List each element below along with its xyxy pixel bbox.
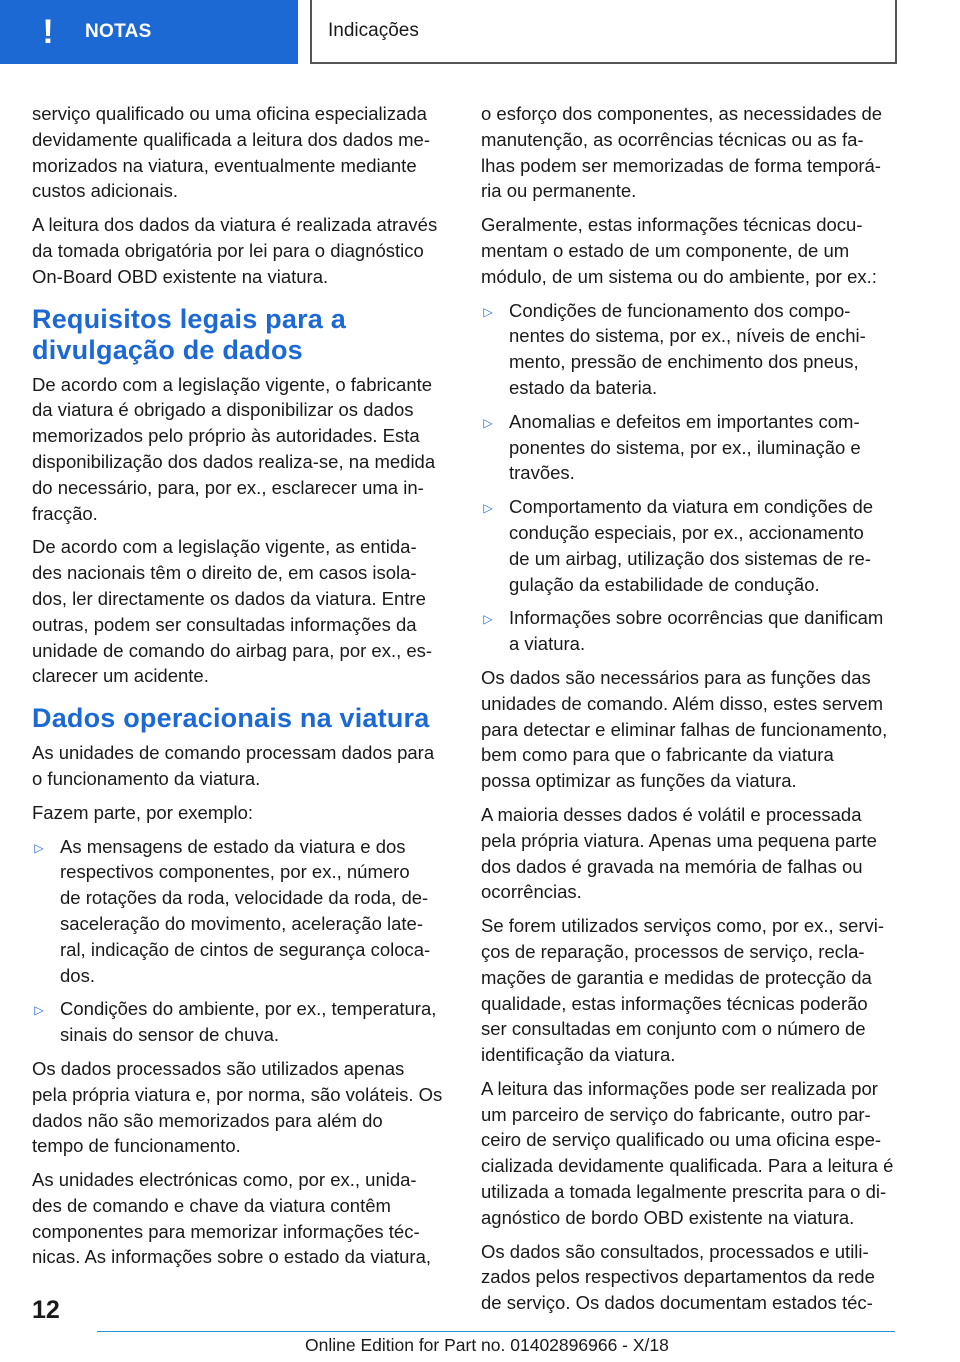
footer-edition-text: Online Edition for Part no. 01402896966 - X/18 [305,1335,669,1355]
paragraph: Os dados são necessários para as funções das unidades de comando. Além disso, estes servem para detectar e eliminar falhas de funcionamento, bem como para que o fabricante da viatura possa optimizar as funções da viatura. [481,666,888,792]
list-item [481,298,897,401]
notes-tab-label: NOTAS [85,21,152,42]
list-item [481,494,897,597]
right-column [481,101,897,1324]
paragraph: A leitura das informações pode ser realizada por um parceiro de serviço do fabricante, outro par- ceiro de serviço qualificado ou uma oficina espe- cializada devidamente qualificada. Para a leitura é utilizada a tomada legalmente prescrita para o di- agnóstico de bordo OBD existente na viatura. [481,1077,894,1228]
list-item [481,409,897,486]
exclamation-icon: ! [42,13,54,51]
list-item-text: Informações sobre ocorrências que danificam a viatura. [509,607,884,655]
list-item [32,996,450,1048]
paragraph: Se forem utilizados serviços como, por ex., servi- ços de reparação, processos de serviço, recla- mações de garantia e medidas de protecção da qualidade, estas informações técnicas poderão ser consultadas em conjunto com o número de identificação da viatura. [481,915,885,1066]
triangle-bullet-icon: ▷ [34,840,44,855]
paragraph: Fazem parte, por exemplo: [32,801,254,823]
triangle-bullet-icon: ▷ [483,304,493,319]
list-item-text: Comportamento da viatura em condições de condução especiais, por ex., accionamento de um airbag, utilização dos sistemas de re- gulação da estabilidade de condução. [509,496,874,595]
paragraph: De acordo com a legislação vigente, o fabricante da viatura é obrigado a disponibilizar os dados memorizados pelo próprio às autoridades. Esta disponibilização dos dados realiza-se, na medida do necessário, para, por ex., esclarecer uma in- fracção. [32,373,436,524]
triangle-bullet-icon: ▷ [483,612,493,627]
list-item [481,605,897,657]
list-item-text: Condições do ambiente, por ex., temperatura, sinais do sensor de chuva. [60,998,437,1046]
paragraph: De acordo com a legislação vigente, as entida- des nacionais têm o direito de, em casos isola- dos, ler directamente os dados da viatura. Entre outras, podem ser consultadas informações da unidade de comando do airbag para, por ex., es- clarecer um acidente. [32,536,433,687]
left-column [32,101,450,1278]
triangle-bullet-icon: ▷ [34,1003,44,1018]
paragraph: Geralmente, estas informações técnicas docu- mentam o estado de um componente, de um módulo, de um sistema ou do ambiente, por ex.: [481,214,877,287]
paragraph: As unidades de comando processam dados para o funcionamento da viatura. [32,742,435,789]
paragraph: o esforço dos componentes, as necessidades de manutenção, as ocorrências técnicas ou as fa- lhas podem ser memorizadas de forma temporá- ria ou permanente. [481,103,883,202]
triangle-bullet-icon: ▷ [483,415,493,430]
paragraph: As unidades electrónicas como, por ex., unida- des de comando e chave da viatura contêm componentes para memorizar informações téc- nicas. As informações sobre o estado da viatura, [32,1169,431,1268]
section-heading-legal-requirements: Requisitos legais para a divulgação de dados [32,303,346,365]
paragraph: serviço qualificado ou uma oficina especializada devidamente qualificada a leitura dos dados me- morizados na viatura, eventualmente mediante custos adicionais. [32,103,430,202]
paragraph: A maioria desses dados é volátil e processada pela própria viatura. Apenas uma pequena parte dos dados é gravada na memória de falhas ou ocorrências. [481,803,877,903]
list-item-text: As mensagens de estado da viatura e dos respectivos componentes, por ex., número de rotações da roda, velocidade da roda, de- saceleração do movimento, aceleração late- ral, indicação de cintos de segurança coloca- dos. [60,835,431,986]
section-title-box [310,0,897,64]
paragraph: Os dados são consultados, processados e utili- zados pelos respectivos departamentos da rede de serviço. Os dados documentam estados téc- [481,1240,875,1314]
list-item-text: Anomalias e defeitos em importantes com- ponentes do sistema, por ex., iluminação e travões. [509,410,861,484]
list-item-text: Condições de funcionamento dos compo- nentes do sistema, por ex., níveis de enchi- mento, pressão de enchimento dos pneus, estado da bateria. [509,299,866,398]
section-title: Indicações [328,20,419,41]
page-header [0,0,960,66]
paragraph: Os dados processados são utilizados apenas pela própria viatura e, por norma, são voláteis. Os dados não são memorizados para além do tempo de funcionamento. [32,1057,443,1157]
page-number: 12 [32,1296,60,1324]
footer-divider [97,1331,895,1332]
notes-tab [0,0,298,64]
list-item [32,834,450,989]
paragraph: A leitura dos dados da viatura é realizada através da tomada obrigatória por lei para o diagnóstico On-Board OBD existente na viatura. [32,214,438,287]
section-heading-operational-data: Dados operacionais na viatura [32,703,430,734]
triangle-bullet-icon: ▷ [483,501,493,516]
